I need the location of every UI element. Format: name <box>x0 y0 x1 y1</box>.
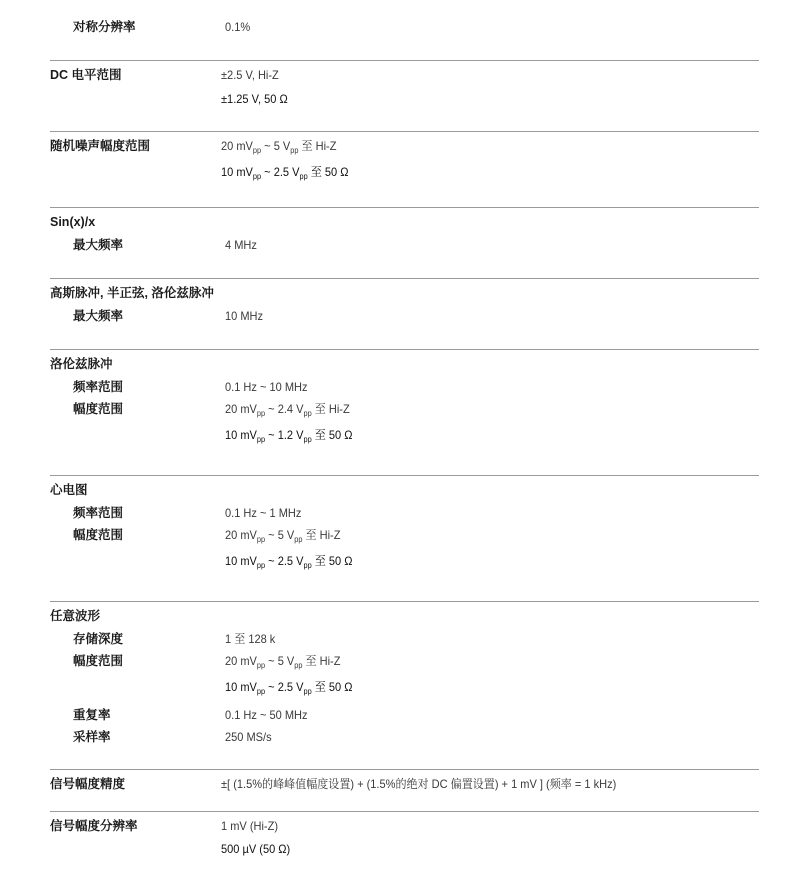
memory-depth-value: 1 至 128 k <box>225 632 276 646</box>
symmetry-resolution-value: 0.1% <box>225 20 251 34</box>
divider <box>50 349 759 350</box>
lorentz-frequency-range-label: 频率范围 <box>73 380 124 394</box>
ecg-amplitude-range-label: 幅度范围 <box>73 528 124 542</box>
gaussian-max-frequency-label: 最大频率 <box>73 309 124 323</box>
ecg-amplitude-value-hiz: 20 $mV_{pp}$ ~ 5 $V_{pp}$ 至 Hi-Z <box>225 528 341 544</box>
arbitrary-waveform-section-label: 任意波形 <box>50 609 101 623</box>
divider <box>50 475 759 476</box>
noise-amplitude-range-label: 随机噪声幅度范围 <box>50 139 151 153</box>
ecg-frequency-range-label: 频率范围 <box>73 506 124 520</box>
dc-level-range-label: DC 电平范围 <box>50 68 122 82</box>
repetition-rate-value: 0.1 Hz ~ 50 MHz <box>225 708 308 722</box>
amplitude-accuracy-label: 信号幅度精度 <box>50 777 126 791</box>
sinc-max-frequency-value: 4 MHz <box>225 238 257 252</box>
dc-level-value-50ohm: ±1.25 V, 50 Ω <box>221 92 288 106</box>
lorentz-section-label: 洛伦兹脉冲 <box>50 357 113 371</box>
arb-amplitude-range-label: 幅度范围 <box>73 654 124 668</box>
divider <box>50 769 759 770</box>
symmetry-resolution-label: 对称分辨率 <box>73 20 136 34</box>
lorentz-amplitude-value-hiz: 20 $mV_{pp}$ ~ 2.4 $V_{pp}$ 至 Hi-Z <box>225 402 350 418</box>
noise-amplitude-value-50ohm: 10 $mV_{pp}$ ~ 2.5 $V_{pp}$ 至 50 Ω <box>221 165 349 181</box>
noise-amplitude-value-hiz: 20 $mV_{pp}$ ~ 5 $V_{pp}$ 至 Hi-Z <box>221 139 337 155</box>
divider <box>50 278 759 279</box>
sinc-max-frequency-label: 最大频率 <box>73 238 124 252</box>
amplitude-accuracy-value: ±[ (1.5%的峰峰值幅度设置) + (1.5%的绝对 DC 偏置设置) + 1 mV ] (频率 = 1 kHz) <box>221 777 617 791</box>
divider <box>50 60 759 61</box>
divider <box>50 207 759 208</box>
lorentz-frequency-range-value: 0.1 Hz ~ 10 MHz <box>225 380 308 394</box>
divider <box>50 131 759 132</box>
amplitude-resolution-label: 信号幅度分辨率 <box>50 819 138 833</box>
gaussian-section-label: 高斯脉冲, 半正弦, 洛伦兹脉冲 <box>50 286 214 300</box>
sample-rate-label: 采样率 <box>73 730 111 744</box>
dc-level-value-hiz: ±2.5 V, Hi-Z <box>221 68 279 82</box>
ecg-amplitude-value-50ohm: 10 $mV_{pp}$ ~ 2.5 $V_{pp}$ 至 50 Ω <box>225 554 353 570</box>
lorentz-amplitude-value-50ohm: 10 $mV_{pp}$ ~ 1.2 $V_{pp}$ 至 50 Ω <box>225 428 353 444</box>
arb-amplitude-value-hiz: 20 $mV_{pp}$ ~ 5 $V_{pp}$ 至 Hi-Z <box>225 654 341 670</box>
amplitude-resolution-value-hiz: 1 mV (Hi-Z) <box>221 819 279 833</box>
repetition-rate-label: 重复率 <box>73 708 111 722</box>
lorentz-amplitude-range-label: 幅度范围 <box>73 402 124 416</box>
memory-depth-label: 存储深度 <box>73 632 124 646</box>
sinc-section-label: Sin(x)/x <box>50 215 96 229</box>
gaussian-max-frequency-value: 10 MHz <box>225 309 264 323</box>
divider <box>50 601 759 602</box>
ecg-section-label: 心电图 <box>50 483 88 497</box>
arb-amplitude-value-50ohm: 10 $mV_{pp}$ ~ 2.5 $V_{pp}$ 至 50 Ω <box>225 680 353 696</box>
sample-rate-value: 250 MS/s <box>225 730 272 744</box>
divider <box>50 811 759 812</box>
amplitude-resolution-value-50ohm: 500 µV (50 Ω) <box>221 842 291 856</box>
ecg-frequency-range-value: 0.1 Hz ~ 1 MHz <box>225 506 302 520</box>
